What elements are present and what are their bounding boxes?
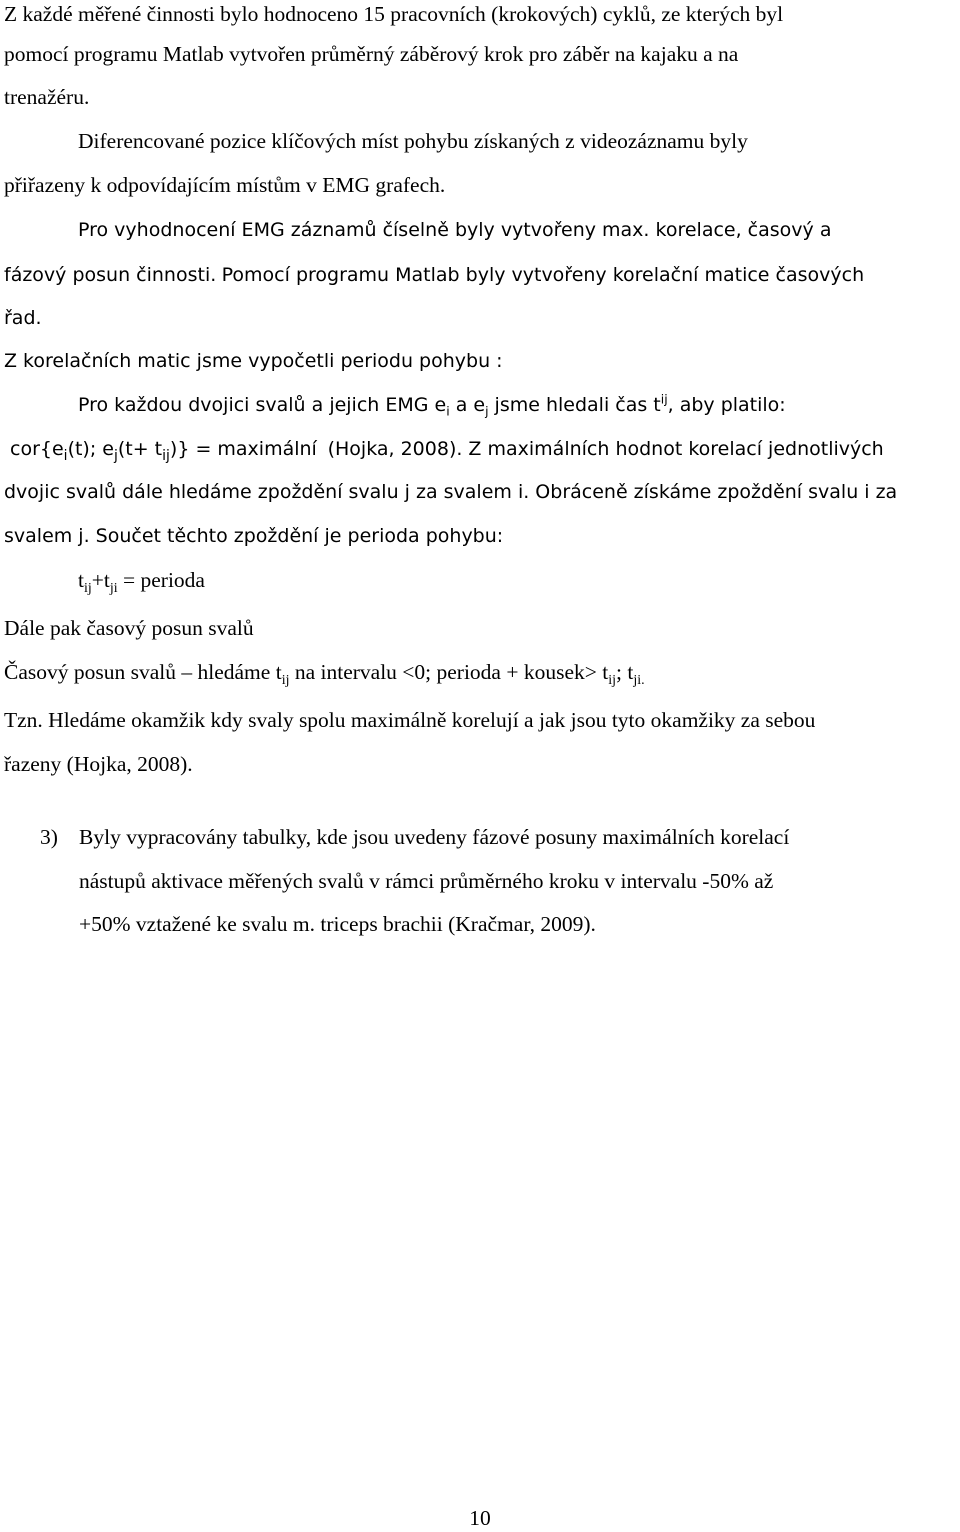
paragraph-1-line-3: trenažéru. <box>4 85 90 109</box>
formula-part-d: )} = maximální <box>169 438 317 460</box>
page-number: 10 <box>469 1506 491 1530</box>
paragraph-2-line-2: přiřazeny k odpovídajícím místům v EMG grafech. <box>4 173 446 197</box>
period-rest: = perioda <box>117 568 205 592</box>
p5-subscript-ji: ji. <box>633 672 645 688</box>
paragraph-3-line-2 <box>4 260 864 289</box>
period-subscript-ji: ji <box>109 580 118 596</box>
formula-part-b: (t); e <box>67 438 114 460</box>
period-subscript-ij: ij <box>83 580 92 596</box>
paragraph-5-line-2: Tzn. Hledáme okamžik kdy svaly spolu maximálně korelují a jak jsou tyto okamžiky za sebou <box>4 708 816 732</box>
paragraph-2-line-1: Diferencované pozice klíčových míst pohybu získaných z videozáznamu byly <box>78 129 748 153</box>
paragraph-4-line-svalem <box>4 522 503 550</box>
formula-subscript-j: j <box>113 447 118 464</box>
paragraph-3-line-3: řad. <box>4 307 42 329</box>
period-t1: t <box>78 568 84 592</box>
paragraph-5-line-1 <box>4 658 645 686</box>
paragraph-4-intro: Z korelačních matic jsme vypočetli periodu pohybu : <box>4 350 503 372</box>
paragraph-1-line-1: Z každé měřené činnosti bylo hodnoceno 15 pracovních (krokových) cyklů, ze kterých byl <box>4 2 784 26</box>
paragraph-5-heading: Dále pak časový posun svalů <box>4 616 254 640</box>
list-item-3-line-2: nástupů aktivace měřených svalů v rámci průměrného kroku v intervalu -50% až <box>79 869 774 893</box>
formula-part-e: (Hojka, 2008). Z maximálních hodnot korelací jednotlivých <box>327 438 884 460</box>
p5-part-c: ; t <box>616 660 634 684</box>
paragraph-3-line-1: Pro vyhodnocení EMG záznamů číselně byly vytvořeny max. korelace, časový a <box>78 219 832 241</box>
paragraph-5-line-3: řazeny (Hojka, 2008). <box>4 752 193 776</box>
p5-subscript-ij: ij <box>281 672 290 688</box>
svalem-part-b: Součet těchto zpoždění je perioda pohybu: <box>89 525 504 547</box>
period-formula <box>78 566 205 594</box>
subscript-i: i <box>446 404 450 419</box>
list-item-3-line-1: Byly vypracovány tabulky, kde jsou uvedeny fázové posuny maximálních korelací <box>79 825 790 849</box>
sentence-part-a: Pro každou dvojici svalů a jejich EMG e <box>78 394 447 416</box>
sentence-part-d: , aby platilo: <box>667 394 786 416</box>
subscript-j: j <box>485 404 489 419</box>
svalem-part-a: svalem j. <box>4 525 90 547</box>
paragraph-4-line-dvojic: dvojic svalů dále hledáme zpoždění svalu j za svalem i. Obráceně získáme zpoždění svalu i za <box>4 481 898 503</box>
paragraph-1-line-2: pomocí programu Matlab vytvořen průměrný záběrový krok pro záběr na kajaku a na <box>4 42 739 66</box>
correlation-formula-line <box>10 434 884 463</box>
list-item-3-line-3: +50% vztažené ke svalu m. triceps brachii (Kračmar, 2009). <box>79 912 596 936</box>
formula-subscript-i: i <box>63 447 68 464</box>
sentence-part-b: a e <box>449 394 486 416</box>
p5-subscript-ij-2: ij <box>608 672 617 688</box>
formula-part-a: cor{e <box>10 438 64 460</box>
period-plus: +t <box>91 568 110 592</box>
p5-part-a: Časový posun svalů – hledáme t <box>4 660 282 684</box>
formula-subscript-ij: ij <box>162 447 170 464</box>
paragraph-4-sentence <box>78 391 786 419</box>
p5-part-b: na intervalu <0; perioda + kousek> t <box>289 660 609 684</box>
formula-part-c: (t+ t <box>117 438 163 460</box>
superscript-ij: ij <box>660 392 668 407</box>
paragraph-3-line-2-part-b: Pomocí programu Matlab byly vytvořeny korelační matice časových <box>221 264 865 286</box>
list-item-3-number: 3) <box>40 825 58 849</box>
sentence-part-c: jsme hledali čas t <box>488 394 661 416</box>
paragraph-3-line-2-part-a: fázový posun činnosti. <box>4 264 217 286</box>
